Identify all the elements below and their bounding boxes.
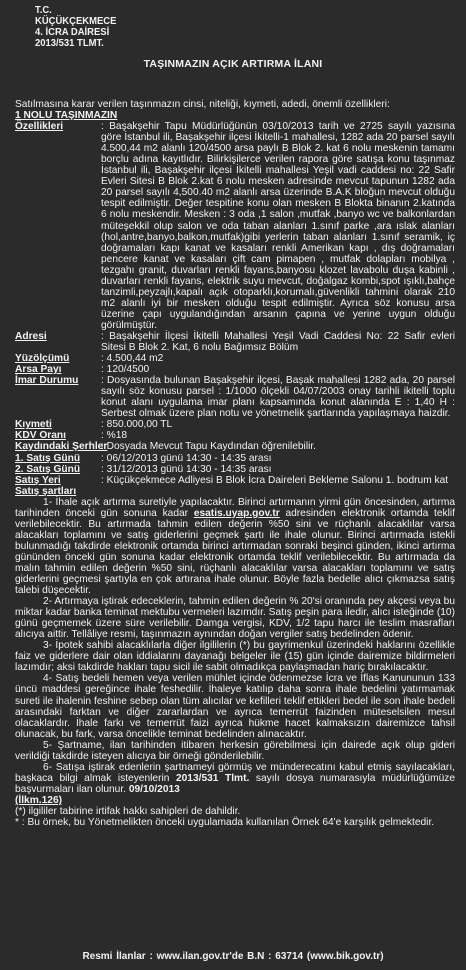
field-label: Arsa Payı (15, 364, 62, 376)
field-value: : 31/12/2013 günü 14:30 - 14:35 arası (101, 463, 272, 475)
condition-5: 5- Şartname, ilan tarihinden itibaren herkesin görebilmesi için dairede açık olup gideri verildiği takdirde isteyen alıcıya bir örneği gönderilebilir. (15, 739, 455, 762)
condition-text: 1- İhale açık artırma suretiyle yapılacaktır. Birinci artırmanın yirmi gün öncesinden, artırma tarihinden önceki gün sonuna kadar (15, 496, 455, 519)
header-line: 4. İCRA DAİRESİ (35, 26, 110, 38)
field-value: : Başakşehir Tapu Müdürlüğünün 03/10/2013 tarih ve 2725 sayılı yazısına göre İstanbul ili, Başakşehir ilçesi İkitelli-1 mahallesi, 1282 ada 20 parsel sayılı 4.500,44 m2 alanlı 120/4500 arsa paylı B Blok 2. kat 6 nolu meskenin tamamı borçlu adına kayıtlıdır. Bilirkişilerce verilen rapora göre satışa konu taşınmaz İstanbul ili, Başakşehir ilçesi İkitelli mahallesi Yeşil vadi caddesi no: 22 Safir Evleri Sitesi B Blok 2.kat 6 nolu mesken adresinde mevcut tapunun 1282 ada 20 parsel sayılı 4,500.40 m2 alanlı arsa üzerinde B.A.K bloğun mevcut olduğu tespit edilmiştir. Değer tespitine konu olan mesken B Blokta binanın 2.katında 6 nolu meskendir. Mesken : 3 oda ,1 salon ,mutfak ,banyo wc ve balkonlardan müteşekkil olup salon ve oda taban alanları 1.sınıf parke ,ara ıslak alanları (hol,antre,banyo,balkon,mutfak)gibi yerlerin taban alanları 1.sınıf seramik, iç doğramaları kapı kanat ve kasaları renkli Amerikan kapı , dış doğramaları pencere kanat ve kasaları çift cam pimapen , mutfak dolapları mobilya , tezgahı granit, duvarları renkli fayans,banyosu klozet lavabolu duşa kabinli , duvarları renkli fayans, elektrik suyu mevcut, doğalgaz kombi,spot ışıklı,bahçe tanzimli,peyzajlı,kapalı açık otoparklı,korumalı,güvenlikli tahmini olarak 210 m2 alanlı iyi bir mesken olduğu tespit edilmiştir. Ayrıca söz konusu arsa üzerine çapı uygulandığından arsanın çapına ve yerine uygun olduğu görülmüştür. (101, 121, 455, 331)
field-satis-yeri (15, 475, 455, 486)
header-line: T.C. (35, 4, 52, 16)
intro-text: Satılmasına karar verilen taşınmazın cinsi, niteliği, kıymeti, adedi, önemli özellikleri: (15, 99, 390, 110)
header-line: KÜÇÜKÇEKMECE (35, 15, 117, 27)
field-value: : Başakşehir İlçesi İkitelli Mahallesi Yeşil Vadi Caddesi No: 22 Safir evleri Sitesi B Blok 2. Kat, 6 nolu Bağımsız Bölüm (101, 330, 455, 354)
field-label: Yüzölçümü (15, 353, 70, 365)
header-line: 2013/531 TLMT. (35, 37, 104, 49)
field-value: : Küçükçekmece Adliyesi B Blok İcra Daireleri Bekleme Salonu 1. bodrum kat (101, 474, 449, 486)
note-1: (*) ilgililer tabirine irtifak hakkı sahipleri de dahildir. (15, 806, 241, 817)
field-label: Adresi (15, 330, 47, 342)
condition-text: 6- Satışa iştirak edenlerin şartnameyi görmüş ve münderecatını kabul etmiş sayılacakları, başkaca bilgi almak isteyenlerin (15, 761, 455, 784)
notice-body (15, 99, 455, 828)
field-label: Kaydındaki Şerhler (15, 441, 108, 453)
section-title: 1 NOLU TAŞINMAZIN (15, 110, 118, 122)
footer-official-ads: Resmi İlanlar : www.ilan.gov.tr'de B.N : 63714 (www.bik.gov.tr) (82, 951, 384, 962)
field-ozellikleri (15, 121, 455, 331)
conditions-title: Satış şartları (15, 485, 77, 497)
field-kdv (15, 430, 455, 441)
field-label: 2. Satış Günü (15, 463, 81, 475)
ilkm-ref: (İlkm.126) (15, 794, 62, 806)
condition-6 (15, 762, 455, 795)
field-kayitli (15, 441, 455, 452)
notice-title: TAŞINMAZIN AÇIK ARTIRMA İLANI (143, 58, 323, 70)
field-value: : 4.500,44 m2 (101, 353, 164, 365)
field-label: Satış Yeri (15, 474, 61, 486)
field-satis2 (15, 464, 455, 475)
condition-2: 2- Artırmaya iştirak edeceklerin, tahmin edilen değerin % 20'si oranında pey akçesi veya bu miktar kadar banka teminat mektubu vermeleri lazımdır. Satış peşin para iledir, alıcı isteğinde (10) günü geçmemek üzere süre verilebilir. Damga vergisi, KDV, 1/2 tapu harcı ile teslim masrafları alıcıya aittir. Tellâliye resmi, taşınmazın aynından doğan vergiler satış bedelinden ödenir. (15, 596, 455, 641)
field-value: : Dosyasında bulunan Başakşehir ilçesi, Başak mahallesi 1282 ada, 20 parsel sayılı söz konusu parsel : 1/1000 ölçekli 04/07/2003 onay tarihli ikitelli toplu konut alanı uygulama imar planı kapsamında konut alanında E : 1,40 H : Serbest olmak üzere plan notu ve yönetmelik şartlarında yapılaşmaya haizdir. (101, 375, 455, 420)
field-label: Kıymeti (15, 419, 52, 431)
field-imar (15, 375, 455, 419)
field-satis1 (15, 453, 455, 464)
field-label: İmar Durumu (15, 375, 79, 387)
condition-text: sayılı dosya numarasıyla müdürlüğümüze başvurmaları ilan olunur. (15, 772, 455, 795)
field-value: : Dosyada Mevcut Tapu Kaydından öğrenilebilir. (101, 441, 317, 453)
condition-3: 3- İpotek sahibi alacaklılarla diğer ilgililerin (*) bu gayrimenkul üzerindeki haklarını özellikle faiz ve giderlere dair olan iddialarını dayanağı belgeler ile (15) gün içinde dairemize bildirmeleri lazımdır; aksi takdirde hakları tapu sicil ile sabit olmadıkça paylaşmadan hariç bırakılacaktır. (15, 640, 455, 674)
esatis-link[interactable]: esatis.uyap.gov.tr (193, 507, 280, 519)
field-label: KDV Oranı (15, 430, 66, 442)
field-yuzolcumu (15, 353, 455, 364)
field-kiymeti (15, 419, 455, 430)
field-arsa-payi (15, 364, 455, 375)
field-label: 1. Satış Günü (15, 452, 81, 464)
field-value: : 06/12/2013 günü 14:30 - 14:35 arası (101, 452, 272, 464)
field-label: Özellikleri (15, 121, 64, 133)
court-header (35, 5, 116, 49)
field-value: : 850.000,00 TL (101, 419, 173, 431)
field-value: : 120/4500 (101, 364, 150, 376)
field-value: : %18 (101, 430, 128, 442)
notice-date: 09/10/2013 (128, 783, 180, 795)
file-number: 2013/531 Tlmt. (175, 772, 250, 784)
condition-4: 4- Satış bedeli hemen veya verilen mühlet içinde ödenmezse İcra ve İflas Kanununun 133 üncü maddesi gereğince ihale feshedilir. İhaleye katılıp daha sonra ihale bedelini yatırmamak sureti ile ihalenin feshine sebep olan tüm alıcılar ve kefilleri teklif ettikleri bedel ile son ihale bedeli arasındaki farktan ve diğer zararlardan ve ayrıca temerrüt faizinden müteselsilen mesul olacaklardır. İhale farkı ve temerrüt faizi ayrıca hükme hacet kalmaksızın dairemizce tahsil olunacak, bu fark, varsa öncelikle teminat bedelinden alınacaktır. (15, 673, 455, 740)
field-adresi (15, 331, 455, 353)
condition-text: adresinden elektronik ortamda teklif verilebilecektir. Bu artırmada tahmin edilen değerin %50 sini ve rüçhanlı alacaklılar varsa alacakları toplamını ve satış giderlerini geçmek şartı ile ihale olunur. Birinci artırmada istekli bulunmadığı takdirde elektronik ortamda birinci artırmadan sonraki beşinci günden, ikinci artırma gününden önceki gün sonuna kadar elektronik ortamda teklif verilebilecektir. Bu artırmada da malın tahmin edilen değerin %50 sini, rüçhanlı alacaklılar varsa alacakları toplamını ve satış giderlerini geçmesi şartıyla en çok artırana ihale olunur. Böyle fazla bedelle alıcı çıkmazsa satış talebi düşecektir. (15, 507, 455, 597)
condition-1 (15, 497, 455, 596)
note-2: * : Bu örnek, bu Yönetmelikten önceki uygulamada kullanılan Örnek 64'e karşılık gelmektedir. (15, 817, 435, 829)
